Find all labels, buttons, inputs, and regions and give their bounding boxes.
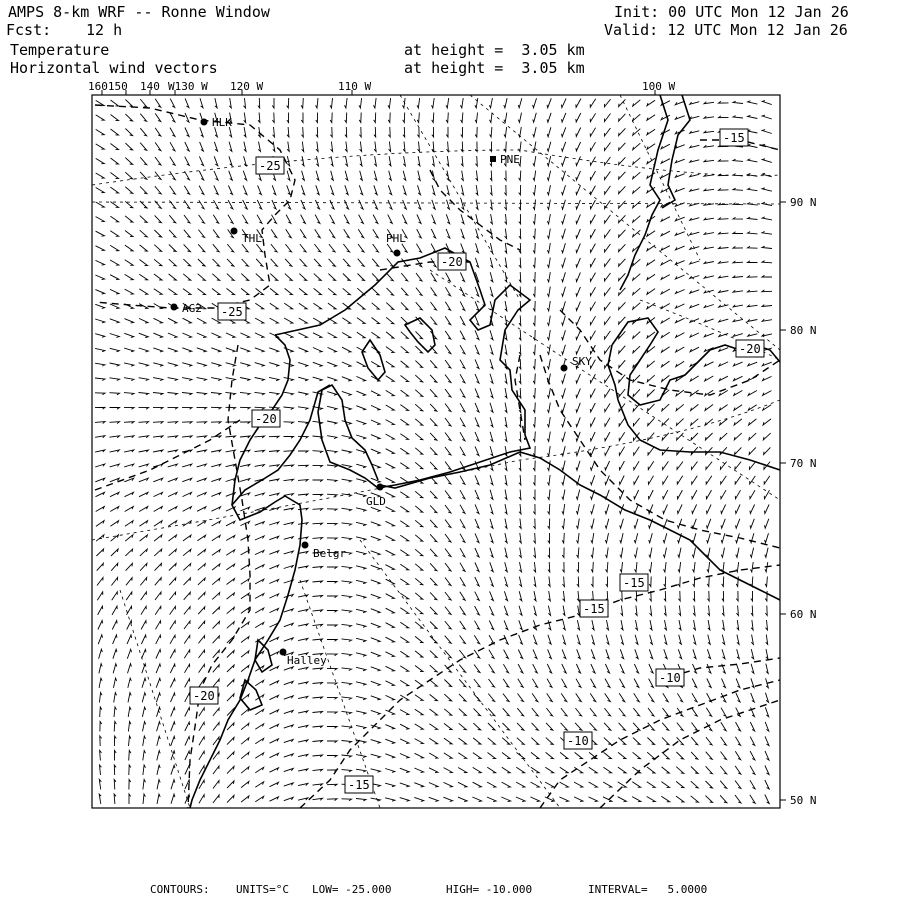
footer-contours: CONTOURS: — [150, 883, 210, 896]
init-time: Init: 00 UTC Mon 12 Jan 26 — [614, 3, 849, 21]
field-name-wind: Horizontal wind vectors — [10, 59, 218, 77]
svg-text:-20: -20 — [739, 342, 761, 356]
svg-text:-25: -25 — [259, 159, 281, 173]
station-belgr — [302, 542, 347, 561]
lat-label: 80 N — [790, 324, 817, 337]
svg-text:-15: -15 — [348, 778, 370, 792]
station-phl — [386, 232, 406, 257]
station-hlk — [201, 116, 233, 129]
contour-label — [580, 600, 608, 617]
lon-label: W130 W — [168, 80, 208, 93]
lon-label: 100 W — [642, 80, 676, 93]
lat-label: 60 N — [790, 608, 817, 621]
svg-text:-10: -10 — [659, 671, 681, 685]
field-name-temperature: Temperature — [10, 41, 110, 59]
svg-text:-20: -20 — [255, 412, 277, 426]
footer-high: HIGH= -10.000 — [446, 883, 533, 896]
svg-text:AG2: AG2 — [182, 302, 202, 315]
latitude-labels — [790, 196, 817, 807]
contour-label — [345, 776, 373, 793]
footer-interval: INTERVAL= 5.0000 — [588, 883, 708, 896]
svg-text:Belgr: Belgr — [313, 547, 347, 560]
station-halley — [280, 649, 328, 668]
svg-text:-10: -10 — [567, 734, 589, 748]
lon-label: 110 W — [338, 80, 372, 93]
lat-label: 70 N — [790, 457, 817, 470]
coastline — [190, 95, 780, 808]
contour-label — [736, 340, 764, 357]
contour-label — [256, 157, 284, 174]
map-title: AMPS 8-km WRF -- Ronne Window — [8, 3, 270, 21]
station-ag2 — [171, 302, 202, 315]
svg-text:-15: -15 — [583, 602, 605, 616]
station-pne — [490, 153, 520, 166]
lon-label: 140 — [140, 80, 160, 93]
footer-units: UNITS=°C — [236, 883, 289, 896]
contour-label — [720, 129, 748, 146]
lat-label: 50 N — [790, 794, 817, 807]
contour-label — [190, 687, 218, 704]
footer-low: LOW= -25.000 — [312, 883, 392, 896]
stations — [171, 116, 593, 667]
forecast-label: Fcst: — [6, 21, 52, 39]
svg-text:SKY: SKY — [572, 355, 592, 368]
svg-text:-15: -15 — [723, 131, 745, 145]
lat-label: 90 N — [790, 196, 817, 209]
contour-label — [438, 253, 466, 270]
svg-text:THL: THL — [242, 232, 262, 245]
svg-text:PHL: PHL — [386, 232, 406, 245]
contour-label — [656, 669, 684, 686]
lon-label: 120 W — [230, 80, 264, 93]
forecast-hour: 12 h — [86, 21, 123, 39]
contour-label — [218, 303, 246, 320]
height-wind: at height = 3.05 km — [404, 59, 585, 77]
svg-text:Halley: Halley — [287, 654, 327, 667]
contour-label — [252, 410, 280, 427]
svg-text:HLK: HLK — [212, 116, 232, 129]
valid-time: Valid: 12 UTC Mon 12 Jan 26 — [604, 21, 848, 39]
contour-label — [564, 732, 592, 749]
svg-text:-20: -20 — [193, 689, 215, 703]
contour-label — [620, 574, 648, 591]
svg-text:GLD: GLD — [366, 495, 386, 508]
svg-text:-20: -20 — [441, 255, 463, 269]
longitude-labels — [88, 80, 675, 93]
lon-label: 160150 — [88, 80, 128, 93]
svg-text:-25: -25 — [221, 305, 243, 319]
height-temperature: at height = 3.05 km — [404, 41, 585, 59]
svg-text:PNE: PNE — [500, 153, 520, 166]
svg-text:-15: -15 — [623, 576, 645, 590]
